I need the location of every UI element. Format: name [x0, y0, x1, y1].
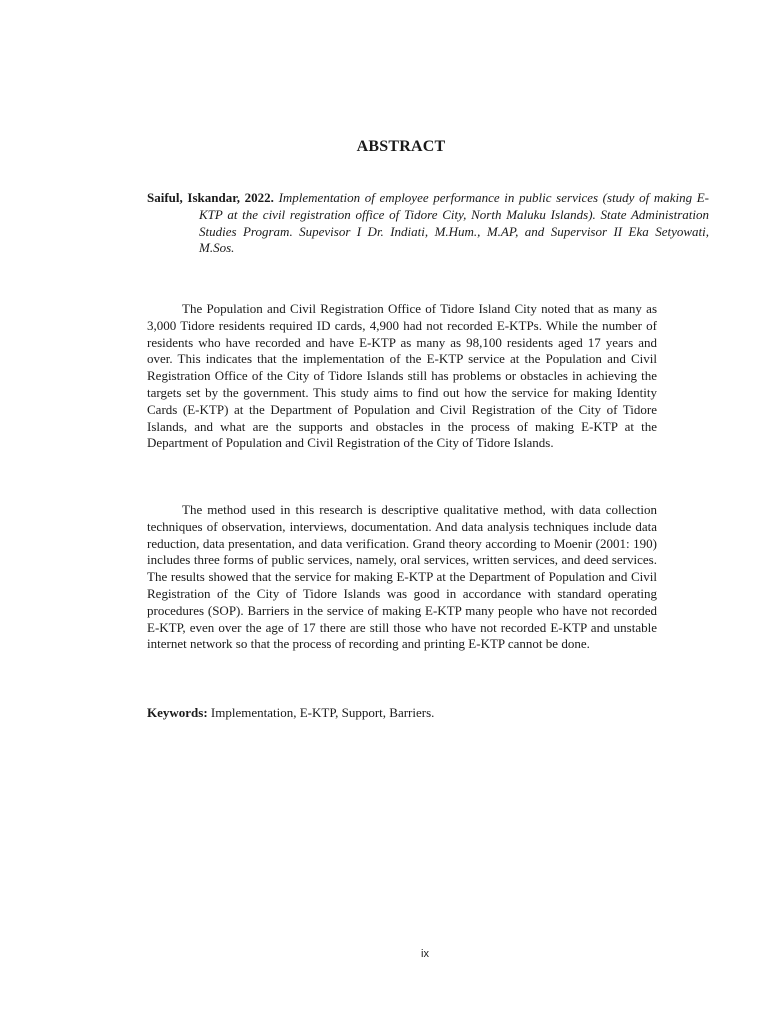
citation-block: [147, 190, 709, 257]
keywords-label: Keywords:: [147, 705, 208, 720]
abstract-paragraph-1: The Population and Civil Registration Office of Tidore Island City noted that as many as 3,000 Tidore residents required ID cards, 4,900 had not recorded E-KTPs. While the number of residents who have recorded and have E-KTP as many as 98,100 residents aged 17 years and over. This indicates that the implementation of the E-KTP service at the Population and Civil Registration Office of the City of Tidore Islands still has problems or obstacles in achieving the targets set by the government. This study aims to find out how the service for making Identity Cards (E-KTP) at the Department of Population and Civil Registration of the City of Tidore Islands, and what are the supports and obstacles in the process of making E-KTP at the Department of Population and Civil Registration of the City of Tidore Islands.: [147, 301, 657, 451]
citation-author: Saiful, Iskandar, 2022.: [147, 190, 274, 205]
abstract-heading: ABSTRACT: [356, 138, 446, 155]
page-number: ix: [421, 948, 429, 960]
citation-title: Implementation of employee performance in public services (study of making E-KTP at the civil registration office of Tidore City, North Maluku Islands). State Administration Studies Program. Supevisor I Dr. Indiati, M.Hum., M.AP, and Supervisor II Eka Setyowati, M.Sos.: [199, 190, 710, 256]
keywords-line: [147, 705, 657, 722]
keywords-value: Implementation, E-KTP, Support, Barriers.: [210, 705, 435, 720]
abstract-paragraph-2: The method used in this research is descriptive qualitative method, with data collection techniques of observation, interviews, documentation. And data analysis techniques include data reduction, data presentation, and data verification. Grand theory according to Moenir (2001: 190) includes three forms of public services, namely, oral services, written services, and deed services. The results showed that the service for making E-KTP at the Department of Population and Civil Registration of the City of Tidore Islands was good in accordance with standard operating procedures (SOP). Barriers in the service of making E-KTP many people who have not recorded E-KTP, even over the age of 17 there are still those who have not recorded E-KTP and unstable internet network so that the process of recording and printing E-KTP cannot be done.: [147, 502, 657, 652]
